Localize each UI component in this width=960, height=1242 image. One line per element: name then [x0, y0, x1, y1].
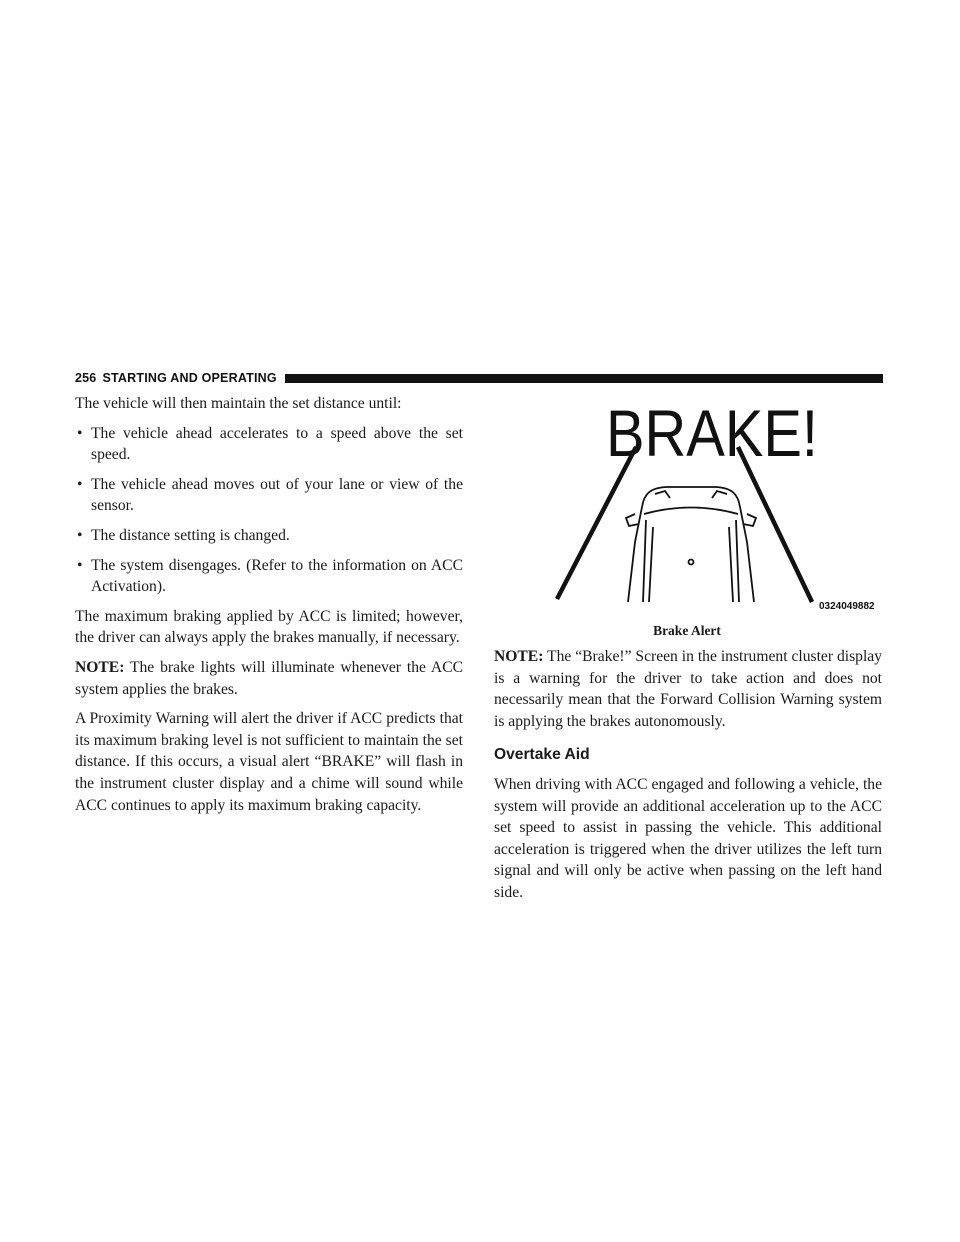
list-item-text: The system disengages. (Refer to the information on ACC Activation).: [91, 556, 463, 596]
section-heading: Overtake Aid: [494, 746, 590, 764]
list-item: [75, 423, 463, 466]
list-item: [75, 525, 463, 547]
right-column: [494, 646, 882, 912]
intro-paragraph: The vehicle will then maintain the set distance until:: [75, 395, 402, 412]
list-item: [75, 474, 463, 517]
braking-paragraph: The maximum braking applied by ACC is limited; however, the driver can always apply the brakes manually, if necessary.: [75, 607, 463, 647]
bullet-icon: •: [77, 526, 83, 544]
brake-lights-note: [75, 657, 463, 700]
proximity-paragraph: A Proximity Warning will alert the driver if ACC predicts that its maximum braking level is not sufficient to maintain the set distance. If this occurs, a visual alert “BRAKE” will flash in the instrument cluster display and a chime will sound while ACC continues to apply its maximum braking capacity.: [75, 710, 463, 814]
page-header: [75, 370, 883, 386]
overtake-paragraph: When driving with ACC engaged and following a vehicle, the system will provide an additional acceleration up to the ACC set speed to assist in passing the vehicle. This additional acceleration is triggered when the driver utilizes the left turn signal and will only be active when passing on the left hand side.: [494, 775, 882, 901]
list-item-text: The distance setting is changed.: [91, 526, 290, 544]
note-label: NOTE:: [494, 648, 544, 665]
note-label: NOTE:: [75, 658, 125, 676]
list-item-text: The vehicle ahead moves out of your lane or view of the sensor.: [91, 475, 463, 515]
brake-alert-illustration: [540, 402, 895, 617]
note-text: The “Brake!” Screen in the instrument cluster display is a warning for the driver to take action and does not necessarily mean that the Forward Collision Warning system is applying the brakes autonomously.: [494, 648, 882, 730]
header-rule: [285, 374, 883, 383]
figure-code: 0324049882: [819, 601, 875, 612]
page-number: 256: [75, 371, 97, 385]
list-item-text: The vehicle ahead accelerates to a speed above the set speed.: [91, 424, 463, 464]
bullet-icon: •: [77, 424, 83, 442]
note-text: The brake lights will illuminate whenever the ACC system applies the brakes.: [75, 658, 463, 698]
bullet-icon: •: [77, 475, 83, 493]
bullet-icon: •: [77, 556, 83, 574]
condition-list: [75, 423, 463, 598]
figure-caption: Brake Alert: [653, 623, 721, 638]
car-icon: [626, 487, 756, 602]
section-title: STARTING AND OPERATING: [102, 371, 277, 385]
list-item: [75, 555, 463, 598]
brake-screen-note: [494, 646, 882, 732]
brake-alert-text: BRAKE!: [606, 402, 818, 470]
left-column: [75, 393, 463, 824]
